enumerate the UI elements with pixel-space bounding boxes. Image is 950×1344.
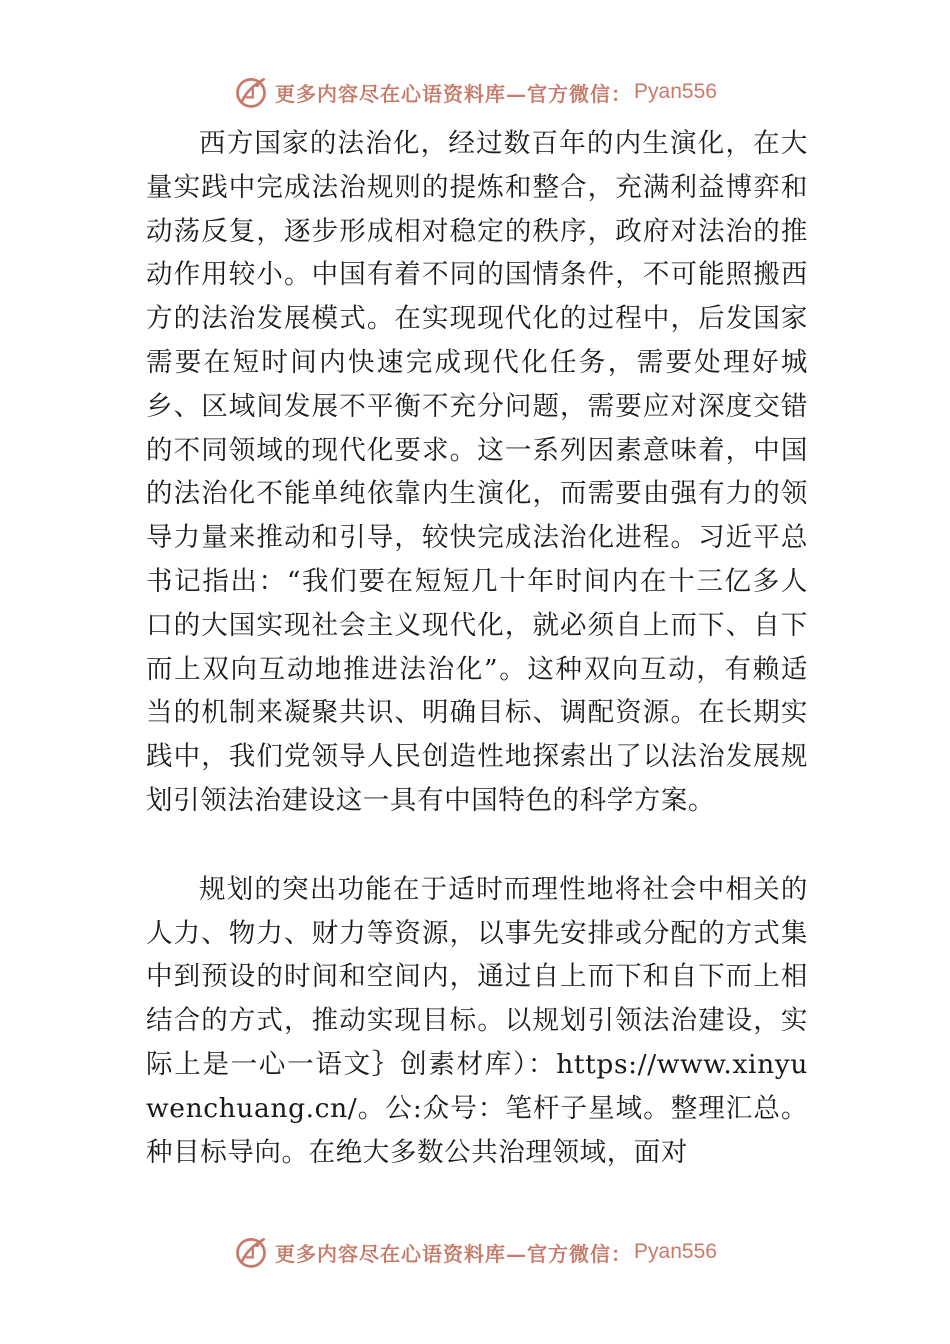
- footer-banner-id: Pyan556: [634, 1240, 717, 1263]
- logo-icon: [233, 1234, 269, 1270]
- footer-banner-text: 更多内容尽在心语资料库—官方微信：: [275, 1241, 633, 1266]
- header-banner-text: 更多内容尽在心语资料库—官方微信：: [275, 81, 633, 106]
- header-banner: [0, 72, 950, 112]
- paragraph-1: 西方国家的法治化，经过数百年的内生演化，在大量实践中完成法治规则的提炼和整合，充满利益博弈和动荡反复，逐步形成相对稳定的秩序，政府对法治的推动作用较小。中国有着不同的国情条件，不可能照搬西方的法治发展模式。在实现现代化的过程中，后发国家需要在短时间内快速完成现代化任务，需要处理好城乡、区域间发展不平衡不充分问题，需要应对深度交错的不同领域的现代化要求。这一系列因素意味着，中国的法治化不能单纯依靠内生演化，而需要由强有力的领导力量来推动和引导，较快完成法治化进程。习近平总书记指出：“我们要在短短几十年时间内在十三亿多人口的大国实现社会主义现代化，就必须自上而下、自下而上双向互动地推进法治化”。这种双向互动，有赖适当的机制来凝聚共识、明确目标、调配资源。在长期实践中，我们党领导人民创造性地探索出了以法治发展规划引领法治建设这一具有中国特色的科学方案。: [146, 128, 808, 816]
- paragraph-2: 规划的突出功能在于适时而理性地将社会中相关的人力、物力、财力等资源，以事先安排或分配的方式集中到预设的时间和空间内，通过自上而下和自下而上相结合的方式，推动实现目标。以规划引领法治建设，实际上是一心一语文｝创素材库）：https://www.xinyuwenchuang.cn/。公:众号：笔杆子星域。整理汇总。种目标导向。在绝大多数公共治理领域，面对: [146, 873, 808, 1168]
- footer-banner: [0, 1232, 950, 1272]
- header-banner-id: Pyan556: [634, 80, 717, 103]
- logo-icon: [233, 74, 269, 110]
- document-body: [146, 122, 808, 1174]
